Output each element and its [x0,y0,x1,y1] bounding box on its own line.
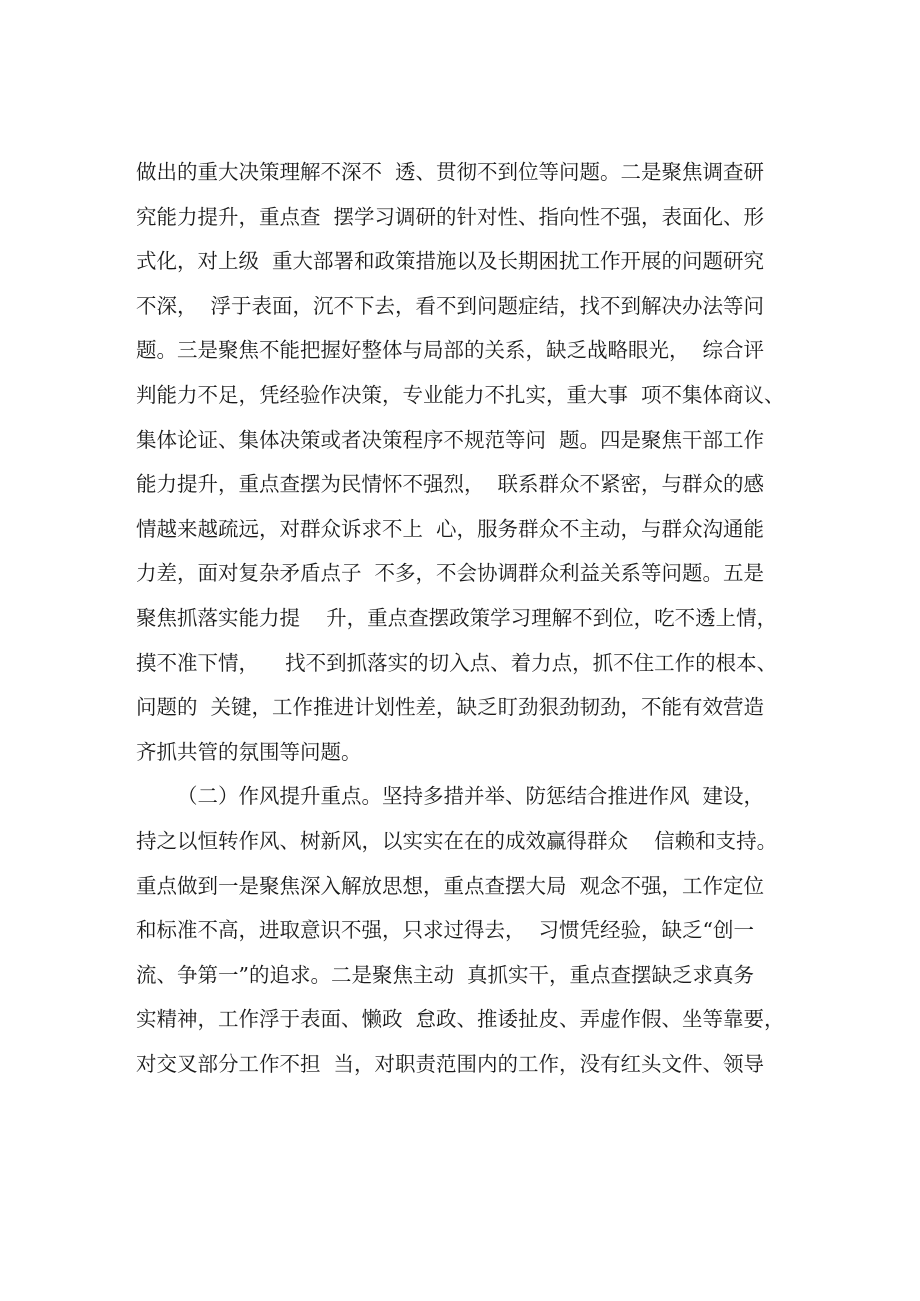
text-line: 重点做到一是聚焦深入解放思想，重点查摆大局 观念不强，工作定位 [136,873,765,898]
text-line: 和标准不高，进取意识不强，只求过得去， 习惯凭经验，缺乏“创一 [136,918,755,943]
text-line: 聚焦抓落实能力提 升，重点查摆政策学习理解不到位，吃不透上情， [136,605,778,630]
text-line: 摸不准下情， 找不到抓落实的切入点、着力点，抓不住工作的根本、 [136,650,778,675]
text-line: 判能力不足，凭经验作决策，专业能力不扎实，重大事 项不集体商议、 [136,382,785,407]
text-line: 题。三是聚焦不能把握好整体与局部的关系，缺乏战略眼光， 综合评 [136,338,765,363]
text-line: 集体论证、集体决策或者决策程序不规范等问 题。四是聚焦干部工作 [136,427,765,452]
text-line: 不深， 浮于表面，沉不下去，看不到问题症结，找不到解决办法等问 [136,293,765,318]
text-line: 问题的 关键，工作推进计划性差，缺乏盯劲狠劲韧劲，不能有效营造 [136,695,765,720]
text-line: 情越来越疏远，对群众诉求不上 心，服务群众不主动，与群众沟通能 [136,516,765,541]
section-heading-line: （二）作风提升重点。坚持多措并举、防惩结合推进作风 建设， [177,784,765,809]
body-text [136,150,796,1086]
text-line: 能力提升，重点查摆为民情怀不强烈， 联系群众不紧密，与群众的感 [136,472,765,497]
text-line: 究能力提升，重点查 摆学习调研的针对性、指向性不强，表面化、形 [136,204,765,229]
text-line: 持之以恒转作风、树新风，以实实在在的成效赢得群众 信赖和支持。 [136,828,778,853]
text-line: 齐抓共管的氛围等问题。 [136,739,362,764]
text-line: 流、争第一”的追求。二是聚焦主动 真抓实干，重点查摆缺乏求真务 [136,962,755,987]
text-line: 实精神，工作浮于表面、懒政 怠政、推诿扯皮、弄虚作假、坐等靠要， [136,1007,785,1032]
text-line: 做出的重大决策理解不深不 透、贯彻不到位等问题。二是聚焦调查研 [136,160,765,184]
text-line: 式化，对上级 重大部署和政策措施以及长期困扰工作开展的问题研究 [136,249,765,274]
text-line: 力差，面对复杂矛盾点子 不多，不会协调群众利益关系等问题。五是 [136,561,765,586]
text-line: 对交叉部分工作不担 当，对职责范围内的工作，没有红头文件、领导 [136,1051,765,1076]
